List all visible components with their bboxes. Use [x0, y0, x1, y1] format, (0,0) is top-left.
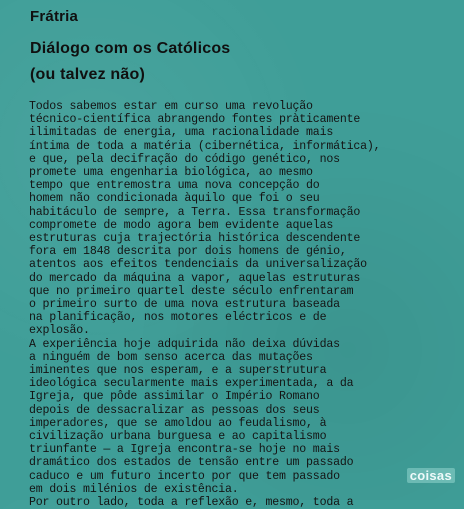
text-line: técnico-científica abrangendo fontes pràticamente	[29, 113, 361, 127]
watermark-logo: coisas	[407, 468, 455, 483]
text-line: íntima de toda a matéria (cibernética, informática),	[29, 139, 381, 153]
text-line: imperadores, que se amoldou ao feudalismo, à	[29, 416, 327, 430]
text-line: fora em 1848 descrita por dois homens de génio,	[29, 245, 347, 259]
text-line: A experiência hoje adquirida não deixa dúvidas	[29, 337, 340, 351]
text-line: atentos aos efeitos tendenciais da universalização	[29, 258, 367, 272]
text-line: em dois milénios de existência.	[29, 482, 239, 496]
text-line: ideológica secularmente mais experimentada, a da	[29, 377, 354, 391]
text-line: a ninguém de bom senso acerca das mutações	[29, 350, 313, 364]
text-line: caduco e um futuro incerto por que tem passado	[29, 469, 340, 483]
text-line: dramático dos estados de tensão entre um passado	[29, 456, 354, 470]
section-title: Frátria	[30, 8, 79, 25]
text-line: triunfante — a Igreja encontra-se hoje no mais	[29, 443, 340, 457]
text-line: Igreja, que pôde assimilar o Império Romano	[29, 390, 320, 404]
text-line: e que, pela decifração do código genético, nos	[29, 152, 340, 166]
text-line: homem não condicionada àquilo que foi o seu	[29, 192, 320, 206]
text-line: compromete de modo agora bem evidente aquelas	[29, 218, 334, 232]
text-line: o primeiro surto de uma nova estrutura baseada	[29, 298, 340, 312]
text-line: explosão.	[29, 324, 90, 338]
text-line: Por outro lado, toda a reflexão e, mesmo, toda a	[29, 496, 354, 509]
article-body	[29, 100, 451, 509]
text-line: na planificação, nos motores eléctricos e de	[29, 311, 327, 325]
text-line: Todos sabemos estar em curso uma revolução	[29, 100, 313, 113]
text-line: que no primeiro quartel deste século enfrentaram	[29, 284, 354, 298]
text-line: do mercado da máquina a vapor, aquelas estruturas	[29, 271, 361, 285]
text-line: habitáculo de sempre, a Terra. Essa transformação	[29, 205, 361, 219]
text-line: ilimitadas de energia, uma racionalidade mais	[29, 126, 334, 140]
text-line: estruturas cuja trajectória histórica descendente	[29, 232, 361, 246]
text-line: tempo que entremostra uma nova concepção do	[29, 179, 320, 193]
text-line: depois de dessacralizar as pessoas dos seus	[29, 403, 320, 417]
text-line: civilização urbana burguesa e ao capitalismo	[29, 430, 327, 444]
article-title-line-2: (ou talvez não)	[30, 66, 146, 83]
text-line: iminentes que nos esperam, e a superstrutura	[29, 364, 327, 378]
article-header	[30, 8, 230, 88]
article-title-line-1: Diálogo com os Católicos	[30, 40, 231, 57]
text-line: promete uma engenharia biológica, ao mesmo	[29, 166, 313, 180]
